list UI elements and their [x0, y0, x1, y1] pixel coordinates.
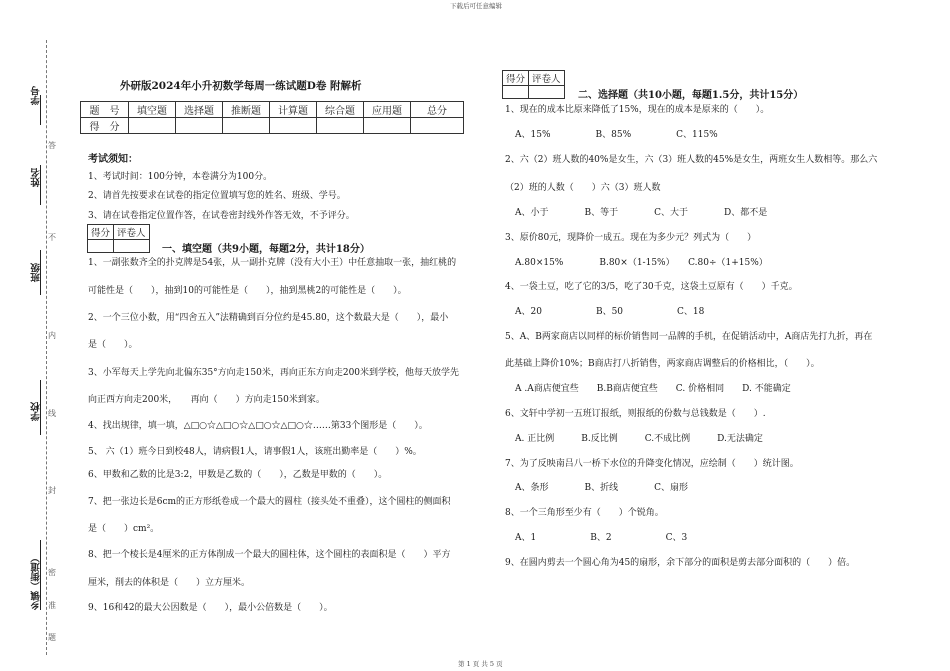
grader-box-1: [87, 224, 150, 253]
seal-char-bu: 不: [48, 233, 56, 242]
fill-question-line: 5、 六（1）班今日到校48人，请病假1人，请事假1人，该班出勤率是（ ）%。: [88, 447, 422, 457]
fill-question-line: 可能性是（ ），抽到10的可能性是（ ），抽到黑桃2的可能性是（ ）。: [88, 286, 407, 296]
label-xuehao: 学号: [31, 86, 42, 105]
choice-question-line: 6、文轩中学初一五班订报纸，则报纸的份数与总钱数是（ ）.: [505, 409, 766, 419]
fill-question-line: 向正西方向走200米， 再向（ ）方向走150米到家。: [88, 395, 325, 405]
score-header-cell: 题 号: [81, 102, 129, 118]
fill-question-line: 2、一个三位小数，用“四舍五入”法精确到百分位约是45.80，这个数最大是（ ），最小: [88, 313, 449, 323]
fill-question-line: 1、一副张数齐全的扑克牌是54张，从一副扑克牌（没有大小王）中任意抽取一张，抽红桃的: [88, 258, 457, 268]
score-header-cell: 填空题: [129, 102, 176, 118]
notice-item: 1、考试时间：100分钟，本卷满分为100分。: [88, 172, 273, 182]
seal-char-ti: 题: [48, 633, 56, 642]
fill-question-line: 是（ ）。: [88, 340, 138, 350]
score-cell: [270, 118, 317, 134]
choice-question-line: 此基础上降价10%；B商店打八折销售，两家商店调整后的价格相比，（ ）。: [505, 359, 820, 369]
section2-heading: 二、选择题（共10小题，每题1.5分，共计15分）: [578, 90, 804, 101]
label-xingming: 姓名: [31, 168, 42, 187]
score-header-cell: 综合题: [317, 102, 364, 118]
page-title: 外研版2024年小升初数学每周一练试题D卷 附解析: [120, 80, 362, 92]
choice-question-line: 1、现在的成本比原来降低了15%，现在的成本是原来的（ ）。: [505, 105, 770, 115]
grader-score-cell: [88, 240, 114, 253]
grader-box-2: [502, 70, 565, 99]
choice-options-line: A、小于 B、等于 C、大于 D、都不是: [515, 208, 768, 218]
choice-question-line: 9、在圆内剪去一个圆心角为45的扇形，余下部分的面积是剪去部分面积的（ ）倍。: [505, 558, 856, 568]
fill-question-line: 9、16和42的最大公因数是（ ），最小公倍数是（ ）。: [88, 603, 333, 613]
choice-question-line: 5、A、B两家商店以同样的标价销售同一品牌的手机，在促销活动中，A商店先打九折，再在: [505, 332, 873, 342]
score-cell: [317, 118, 364, 134]
choice-question-line: 8、一个三角形至少有（ ）个锐角。: [505, 508, 664, 518]
choice-question-line: 2、六（2）班人数的40%是女生，六（3）班人数的45%是女生，两班女生人数相等。那么六: [505, 155, 878, 165]
label-xiangzhen: 乡镇（街道）: [31, 553, 42, 610]
seal-char-da: 答: [48, 141, 56, 150]
score-header-cell: 推断题: [223, 102, 270, 118]
choice-options-line: A .A商店便宜些 B.B商店便宜些 C. 价格相同 D. 不能确定: [515, 384, 791, 394]
fill-question-line: 6、甲数和乙数的比是3:2，甲数是乙数的（ ），乙数是甲数的（ ）。: [88, 470, 388, 480]
choice-options-line: A、15% B、85% C、115%: [515, 130, 718, 140]
grader-name-cell: [114, 240, 150, 253]
seal-char-feng: 封: [48, 486, 56, 495]
label-xuexiao: 学校: [31, 402, 42, 421]
label-banji: 班级: [31, 263, 42, 282]
page-footer: 第 1 页 共 5 页: [458, 660, 503, 668]
score-cell: [129, 118, 176, 134]
score-row-label: 得 分: [81, 118, 129, 134]
section1-heading: 一、填空题（共9小题，每题2分，共计18分）: [162, 244, 370, 255]
choice-options-line: A、1 B、2 C、3: [515, 533, 688, 543]
fill-question-line: 8、把一个棱长是4厘米的正方体削成一个最大的圆柱体，这个圆柱的表面积是（ ）平方: [88, 550, 451, 560]
choice-question-line: 3、原价80元，现降价一成五。现在为多少元？列式为（ ）: [505, 233, 757, 243]
fill-question-line: 厘米，削去的体积是（ ）立方厘米。: [88, 578, 251, 588]
grader-score-label: 得分: [88, 225, 114, 240]
fill-question-line: 3、小军每天上学先向北偏东35°方向走150米，再向正东方向走200米到学校，他每天放学先: [88, 368, 460, 378]
choice-question-line: 4、一袋土豆，吃了它的3/5，吃了30千克，这袋土豆原有（ ）千克。: [505, 282, 798, 292]
score-header-cell: 总分: [411, 102, 464, 118]
seal-char-mi: 密: [48, 568, 56, 577]
notice-heading: 考试须知：: [88, 154, 138, 165]
grader-name-label: 评卷人: [529, 71, 565, 86]
choice-question-line: （2）班的人数（ ）六（3）班人数: [505, 183, 661, 193]
seal-dashed-line: [46, 40, 47, 655]
notice-item: 3、请在试卷指定位置作答，在试卷密封线外作答无效，不予评分。: [88, 211, 355, 221]
score-cell: [411, 118, 464, 134]
seal-char-nei: 内: [48, 331, 56, 340]
choice-options-line: A.80×15% B.80×（1-15%） C.80÷（1+15%）: [515, 258, 768, 268]
choice-question-line: 7、为了反映南吕八一桥下水位的升降变化情况，应绘制（ ）统计图。: [505, 459, 799, 469]
fill-question-line: 7、把一张边长是6cm的正方形纸卷成一个最大的圆柱（接头处不重叠），这个圆柱的侧面积: [88, 497, 451, 507]
choice-options-line: A. 正比例 B.反比例 C.不成比例 D.无法确定: [515, 434, 763, 444]
seal-char-zhun: 准: [48, 601, 56, 610]
score-header-cell: 应用题: [364, 102, 411, 118]
header-note: 下载后可任意编辑: [450, 2, 502, 10]
seal-char-xian: 线: [48, 409, 56, 418]
notice-item: 2、请首先按要求在试卷的指定位置填写您的姓名、班级、学号。: [88, 191, 346, 201]
choice-options-line: A、20 B、50 C、18: [515, 307, 705, 317]
score-header-cell: 选择题: [176, 102, 223, 118]
score-header-cell: 计算题: [270, 102, 317, 118]
fill-question-line: 是（ ）cm²。: [88, 524, 160, 534]
score-cell: [364, 118, 411, 134]
grader-score-cell: [503, 86, 529, 99]
choice-options-line: A、条形 B、折线 C、扇形: [515, 483, 689, 493]
grader-name-cell: [529, 86, 565, 99]
fill-question-line: 4、找出规律，填一填，△□○☆△□○☆△□○☆△□○☆……第33个图形是（ ）。: [88, 421, 428, 431]
score-cell: [223, 118, 270, 134]
score-table: [80, 101, 464, 134]
grader-name-label: 评卷人: [114, 225, 150, 240]
score-cell: [176, 118, 223, 134]
grader-score-label: 得分: [503, 71, 529, 86]
